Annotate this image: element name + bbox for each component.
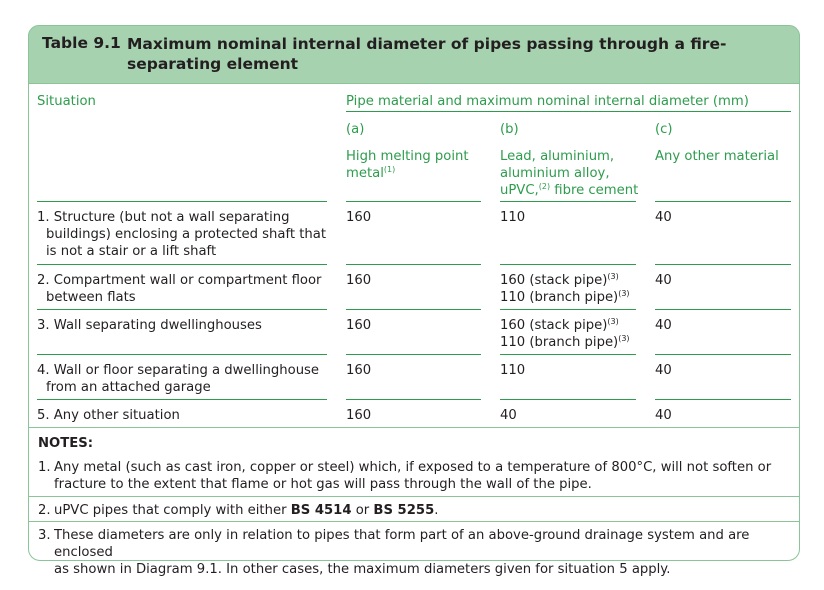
header-col-a-desc: High melting point metal$^{(1)}$ [346,149,469,181]
header-col-c-letter: (c) [655,122,673,137]
row-1-situation: 1. Structure (but not a wall separating buildings) enclosing a protected shaft that is not a stair or a lift shaft [37,210,327,259]
row-rule [37,309,327,310]
row-4-situation: 4. Wall or floor separating a dwellinghouse from an attached garage [37,363,320,395]
row-1-col-b: 110 [500,210,526,225]
row-5-col-c: 40 [655,408,672,423]
row-rule [655,399,791,400]
note-divider [28,496,800,497]
note-divider [28,521,800,522]
row-rule [346,309,481,310]
header-rule [346,111,791,112]
row-rule [500,399,636,400]
header-pipe-material: Pipe material and maximum nominal internal diameter (mm) [346,94,749,109]
row-rule [500,264,636,265]
row-rule [500,309,636,310]
header-col-c-desc: Any other material [655,149,779,164]
row-4-col-a: 160 [346,363,372,378]
notes-heading: NOTES: [38,436,94,451]
row-2-situation: 2. Compartment wall or compartment floor between flats [37,273,322,305]
header-col-a-letter: (a) [346,122,365,137]
row-3-col-b: 160 (stack pipe)$^{(3)}$ 110 (branch pipe)$^{(3)}$ [500,317,630,350]
row-4-col-c: 40 [655,363,672,378]
row-5-col-b: 40 [500,408,517,423]
note-3: 3. These diameters are only in relation to pipes that form part of an above-ground drainage system and are enclosed as shown in Diagram 9.1. In other cases, the maximum diameters given for situation 5 apply. [38,528,750,577]
row-rule [346,354,481,355]
note-2: 2. uPVC pipes that comply with either BS 4514 or BS 5255. [38,503,439,518]
row-rule [37,264,327,265]
row-5-col-a: 160 [346,408,372,423]
row-4-col-b: 110 [500,363,526,378]
row-3-col-a: 160 [346,318,372,333]
row-rule [500,201,636,202]
row-rule [346,264,481,265]
table-title: Maximum nominal internal diameter of pipes passing through a fire-separating element [127,35,727,73]
row-rule [655,201,791,202]
row-2-col-a: 160 [346,273,372,288]
row-5-situation: 5. Any other situation [37,408,180,423]
table-number: Table 9.1 [42,34,121,52]
row-rule [655,264,791,265]
row-rule [655,354,791,355]
header-col-b-desc: Lead, aluminium, aluminium alloy, uPVC,$^{(2)}$ fibre cement [500,149,639,198]
notes-divider [28,427,800,428]
row-rule [500,354,636,355]
row-2-col-c: 40 [655,273,672,288]
row-3-situation: 3. Wall separating dwellinghouses [37,318,262,333]
row-rule [37,201,327,202]
row-rule [346,399,481,400]
row-1-col-a: 160 [346,210,372,225]
header-situation: Situation [37,94,96,109]
header-col-b-letter: (b) [500,122,519,137]
row-rule [655,309,791,310]
row-rule [37,354,327,355]
row-1-col-c: 40 [655,210,672,225]
note-1: 1. Any metal (such as cast iron, copper or steel) which, if exposed to a temperature of 800°C, will not soften or fracture to the extent that flame or hot gas will pass through the wall of the pipe. [38,460,772,492]
row-3-col-c: 40 [655,318,672,333]
row-rule [37,399,327,400]
row-2-col-b: 160 (stack pipe)$^{(3)}$ 110 (branch pipe)$^{(3)}$ [500,272,630,305]
row-rule [346,201,481,202]
